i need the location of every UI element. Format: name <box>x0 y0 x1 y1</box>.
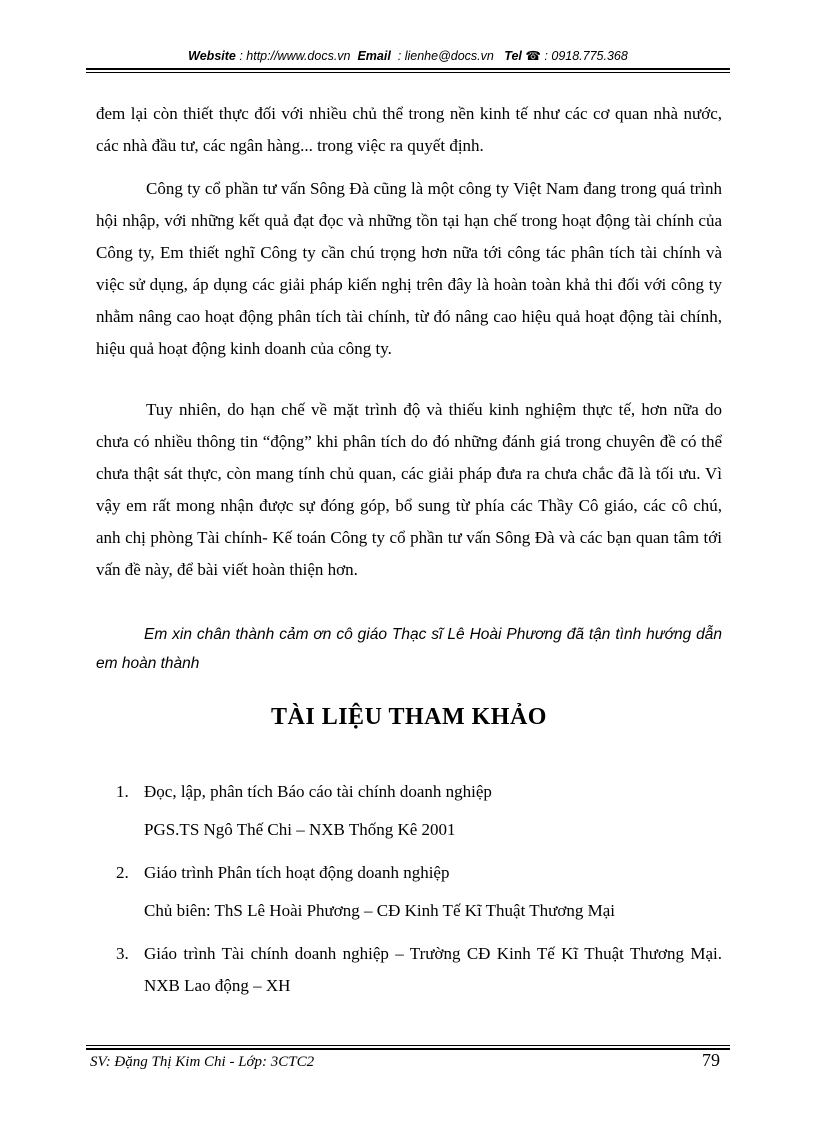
website-value: : http://www.docs.vn <box>239 49 351 63</box>
paragraph-continuation-block <box>96 98 722 162</box>
reference-item-3 <box>116 938 722 1002</box>
reference-item-1 <box>116 776 722 846</box>
references-title: TÀI LIỆU THAM KHẢO <box>271 704 547 730</box>
paragraph-1: đem lại còn thiết thực đối với nhiều chủ thể trong nền kinh tế như các cơ quan nhà nước, các nhà đầu tư, các ngân hàng... trong việc ra quyết định. <box>96 104 722 155</box>
reference-number: 1. <box>116 782 129 801</box>
paragraph-block-3 <box>96 394 722 586</box>
reference-item-2 <box>116 857 722 927</box>
page-header <box>86 48 730 63</box>
page-number: 79 <box>702 1050 720 1070</box>
footer-author: SV: Đặng Thị Kim Chi - Lớp: 3CTC2 <box>90 1054 315 1070</box>
footer-divider-thin <box>86 1045 730 1046</box>
paragraph-block-2 <box>96 173 722 365</box>
paragraph-3: Tuy nhiên, do hạn chế về mặt trình độ và thiếu kinh nghiệm thực tế, hơn nữa do chưa có nhiều thông tin “động” khi phân tích do đó những đánh giá trong chuyên đề có thể chưa thật sát thực, còn mang tính chủ quan, các giải pháp đưa ra chưa chắc đã là tối ưu. Vì vậy em rất mong nhận được sự đóng góp, bổ sung từ phía các Thầy Cô giáo, các cô chú, anh chị phòng Tài chính- Kế toán Công ty cổ phần tư vấn Sông Đà và các bạn quan tâm tới vấn đề này, để bài viết hoàn thiện hơn. <box>96 400 722 579</box>
email-value: : lienhe@docs.vn <box>397 49 494 63</box>
reference-title: Đọc, lập, phân tích Báo cáo tài chính doanh nghiệp <box>144 782 492 801</box>
website-label: Website <box>188 49 236 63</box>
header-divider-thin <box>86 72 730 73</box>
reference-number: 3. <box>116 944 129 963</box>
acknowledgement: Em xin chân thành cảm ơn cô giáo Thạc sĩ Lê Hoài Phương đã tận tình hướng dẫn em hoàn thành <box>96 626 722 672</box>
header-divider <box>86 68 730 70</box>
references-list <box>116 776 722 1013</box>
reference-author: PGS.TS Ngô Thế Chi – NXB Thống Kê 2001 <box>144 820 456 839</box>
reference-author: Chủ biên: ThS Lê Hoài Phương – CĐ Kinh Tế Kĩ Thuật Thương Mại <box>144 901 615 920</box>
tel-label: Tel <box>504 49 522 63</box>
tel-value: ☎ : 0918.775.368 <box>525 49 628 63</box>
email-label: Email <box>357 49 391 63</box>
reference-number: 2. <box>116 863 129 882</box>
paragraph-2: Công ty cổ phần tư vấn Sông Đà cũng là một công ty Việt Nam đang trong quá trình hội nhập, với những kết quả đạt đọc và những tồn tại hạn chế trong hoạt động tài chính của Công ty, Em thiết nghĩ Công ty cần chú trọng hơn nữa tới công tác phân tích tài chính và việc sử dụng, áp dụng các giải pháp kiến nghị trên đây là hoàn toàn khả thi đối với công ty nhằm nâng cao hoạt động phân tích tài chính, từ đó nâng cao hiệu quả hoạt động tài chính, hiệu quả hoạt động kinh doanh của công ty. <box>96 179 722 358</box>
footer-divider <box>86 1048 730 1050</box>
reference-title: Giáo trình Tài chính doanh nghiệp – Trường CĐ Kinh Tế Kĩ Thuật Thương Mại. NXB Lao động – XH <box>144 944 722 995</box>
reference-title: Giáo trình Phân tích hoạt động doanh nghiệp <box>144 863 450 882</box>
